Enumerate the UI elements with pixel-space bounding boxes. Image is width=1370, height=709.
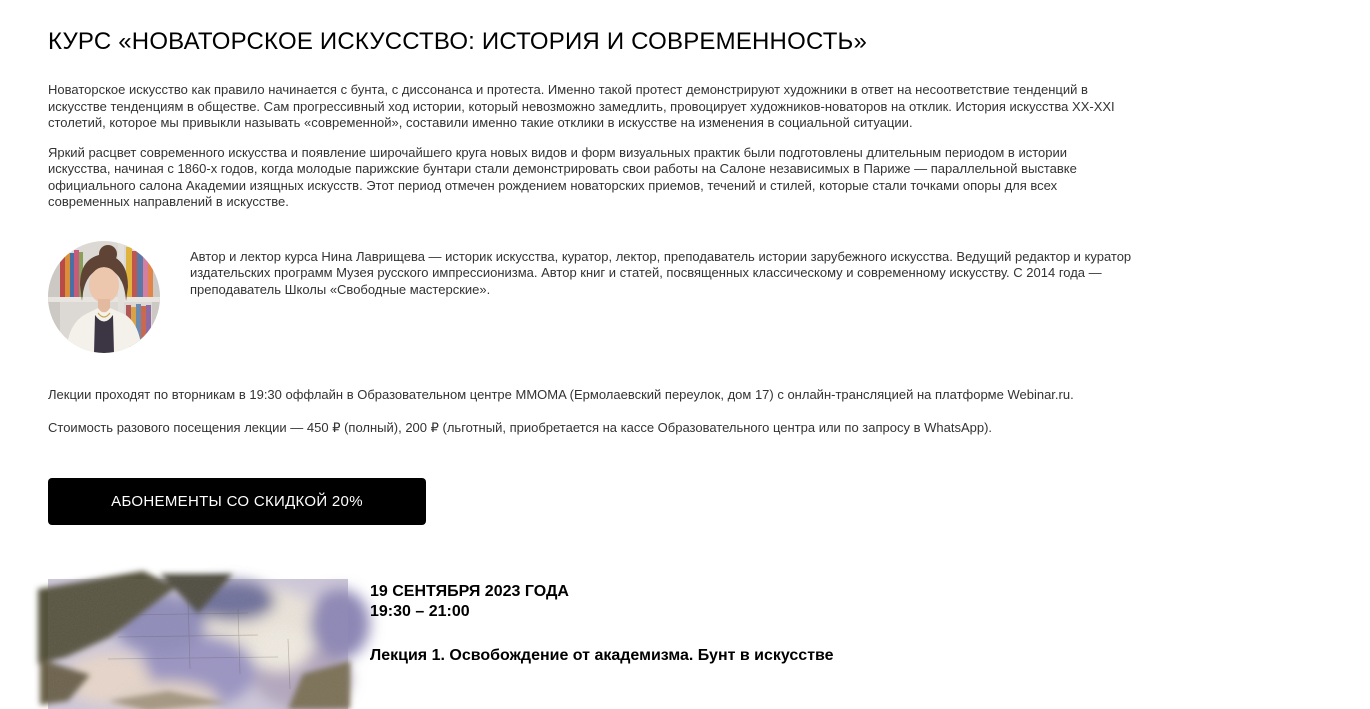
author-avatar-photo [48, 241, 160, 353]
lecture-date: 19 СЕНТЯБРЯ 2023 ГОДА [370, 582, 834, 602]
price-note: Стоимость разового посещения лекции — 450 ₽ (полный), 200 ₽ (льготный, приобретается на кассе Образовательного центра или по запросу в WhatsApp). [48, 420, 1133, 437]
intro-paragraph-1: Новаторское искусство как правило начинается с бунта, с диссонанса и протеста. Именно такой протест демонстрируют художники в ответ на несоответствие тенденций в искусстве тенденциям в обществе. Сам прогрессивный ход истории, который невозможно замедлить, провоцирует художников-новаторов на отклик. История искусства XX-XXI столетий, которое мы привыкли называть «современной», составили именно такие отклики в искусстве на изменения в социальной ситуации. [48, 82, 1133, 132]
lecture-item[interactable] [48, 579, 1322, 709]
page-title: КУРС «НОВАТОРСКОЕ ИСКУССТВО: ИСТОРИЯ И СОВРЕМЕННОСТЬ» [48, 28, 1322, 56]
lecture-info [370, 579, 834, 666]
lecture-time: 19:30 – 21:00 [370, 602, 834, 622]
subscriptions-discount-button[interactable]: АБОНЕМЕНТЫ СО СКИДКОЙ 20% [48, 478, 426, 525]
lecture-painting-image [48, 579, 348, 709]
author-block [48, 241, 1322, 353]
schedule-note: Лекции проходят по вторникам в 19:30 оффлайн в Образовательном центре MMOMA (Ермолаевский переулок, дом 17) с онлайн-трансляцией на платформе Webinar.ru. [48, 387, 1133, 404]
lecture-title: Лекция 1. Освобождение от академизма. Бунт в искусстве [370, 646, 834, 666]
intro-paragraph-2: Яркий расцвет современного искусства и появление широчайшего круга новых видов и форм визуальных практик были подготовлены длительным периодом в истории искусства, начиная с 1860-х годов, когда молодые парижские бунтари стали демонстрировать свои работы на Салоне независимых в Париже — параллельной выставке официального салона Академии изящных искусств. Этот период отмечен рождением новаторских приемов, течений и стилей, которые стали точками опоры для всех современных направлений в искусстве. [48, 145, 1133, 211]
author-bio-text: Автор и лектор курса Нина Лаврищева — историк искусства, куратор, лектор, преподаватель истории зарубежного искусства. Ведущий редактор и куратор издательских программ Музея русского импрессионизма. Автор книг и статей, посвященных классическому и современному искусству. С 2014 года — преподаватель Школы «Свободные мастерские». [190, 249, 1140, 299]
